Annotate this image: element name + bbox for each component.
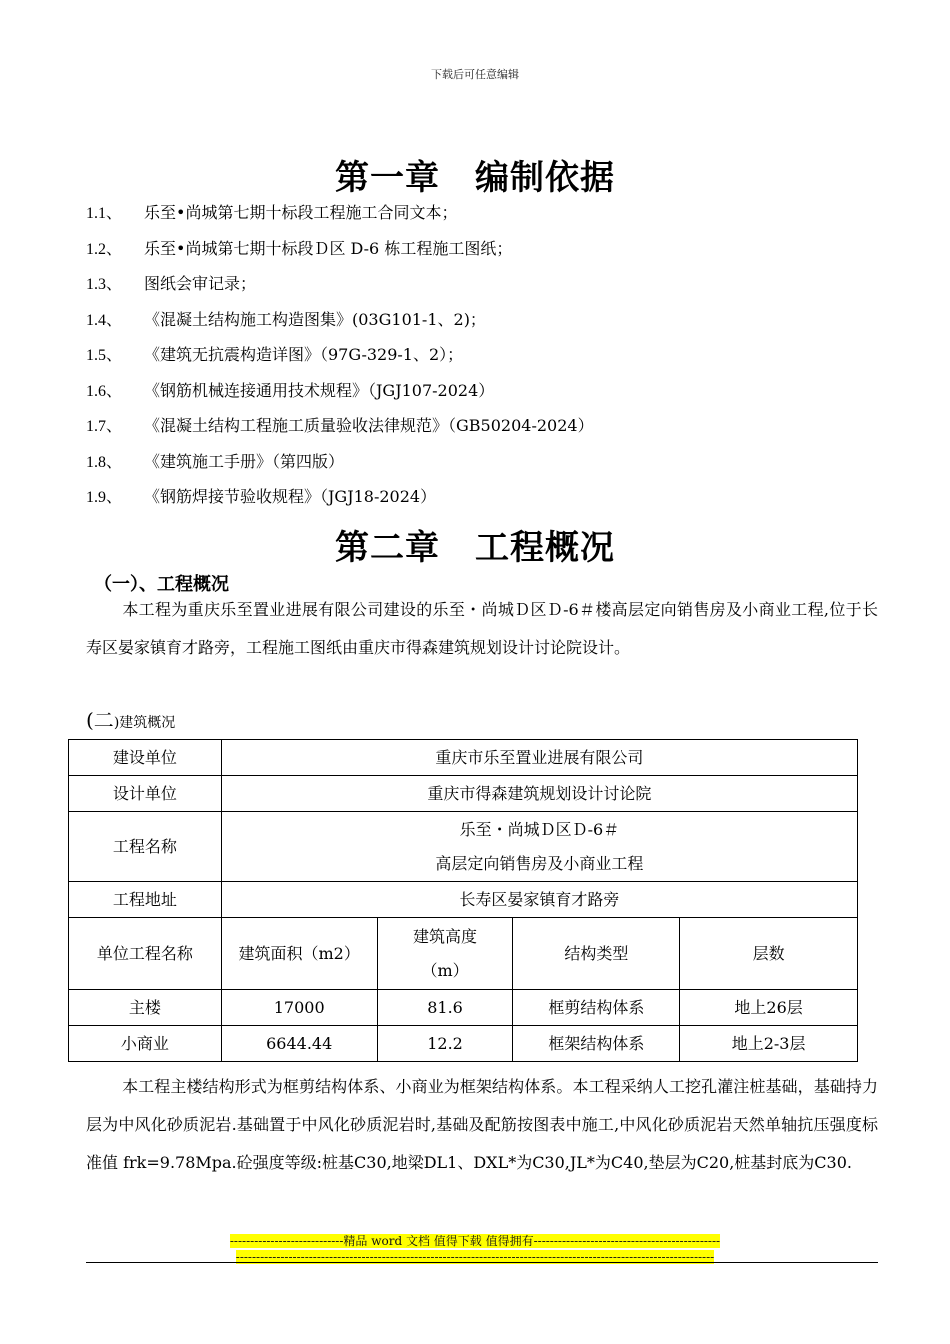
reference-list (86, 200, 886, 520)
area-cell: 6644.44 (221, 1026, 377, 1062)
address-value: 长寿区晏家镇育才路旁 (221, 882, 857, 918)
table-row (69, 740, 858, 776)
structure-cell: 框架结构体系 (513, 1026, 680, 1062)
reference-number: 1.7、 (86, 418, 123, 435)
reference-item (86, 307, 886, 343)
project-name-label: 工程名称 (69, 812, 222, 882)
area-cell: 17000 (221, 990, 377, 1026)
reference-number: 1.8、 (86, 453, 123, 471)
table-row (69, 882, 858, 918)
reference-text: 《钢筋机械连接通用技术规程》（JGJ107-2024） (144, 380, 495, 400)
table-row (69, 776, 858, 812)
column-header: 层数 (680, 918, 858, 990)
reference-item (86, 271, 886, 307)
reference-item (86, 449, 886, 485)
reference-number: 1.2、 (86, 240, 123, 258)
column-header: 结构类型 (513, 918, 680, 990)
table-row (69, 990, 858, 1026)
reference-text: 《混凝土结构工程施工质量验收法律规范》（GB50204-2024） (144, 416, 594, 435)
structure-paragraph (86, 1068, 878, 1182)
reference-number: 1.4、 (86, 311, 123, 329)
height-cell: 81.6 (377, 990, 513, 1026)
floors-cell: 地上2-3层 (680, 1026, 858, 1062)
reference-item (86, 378, 886, 414)
builder-value: 重庆市乐至置业进展有限公司 (221, 740, 857, 776)
reference-number: 1.3、 (86, 276, 123, 293)
section-2-heading-text: )建筑概况 (113, 715, 176, 731)
project-name-line-1: 乐至・尚城Ｄ区Ｄ-6＃ (459, 819, 620, 839)
structure-text: 本工程主楼结构形式为框剪结构体系、小商业为框架结构体系。本工程采纳人工挖孔灌注桩基础，基础持力层为中风化砂质泥岩.基础置于中风化砂质泥岩时,基础及配筋按图表中施工,中风化砂质泥岩天然单轴抗压强度标准值 frk=9.78Mpa.砼强度等级:桩基C30,地梁DL1、DXL*为C30,JL*为C40,垫层为C20,桩基封底为C30. (86, 1077, 878, 1172)
reference-text: 《钢筋焊接节验收规程》（JGJ18-2024） (144, 487, 437, 506)
table-row (69, 812, 858, 882)
footer-divider (86, 1262, 878, 1263)
table-row (69, 1026, 858, 1062)
column-header: 单位工程名称 (69, 918, 222, 990)
chapter-2-title: 第二章 工程概况 (335, 528, 615, 568)
reference-text: 乐至•尚城第七期十标段工程施工合同文本； (144, 203, 458, 222)
building-info-table (68, 739, 858, 1062)
reference-number: 1.6、 (86, 382, 123, 400)
column-header (377, 918, 513, 990)
column-header: 建筑面积（m2） (221, 918, 377, 990)
reference-text: 图纸会审记录； (144, 274, 257, 293)
designer-value: 重庆市得森建筑规划设计讨论院 (221, 776, 857, 812)
project-name-value (221, 812, 857, 882)
builder-label: 建设单位 (69, 740, 222, 776)
footer-dash-line: ---------------------------------------------------------------------------------------------------------------------- (235, 1250, 715, 1264)
project-overview-paragraph (86, 591, 878, 667)
reference-number: 1.9、 (86, 489, 123, 506)
project-overview-text: 本工程为重庆乐至置业进展有限公司建设的乐至・尚城Ｄ区Ｄ-6＃楼高层定向销售房及小商业工程,位于长寿区晏家镇育才路旁，工程施工图纸由重庆市得森建筑规划设计讨论院设计。 (86, 600, 878, 657)
reference-item (86, 342, 886, 378)
project-name-line-2: 高层定向销售房及小商业工程 (435, 853, 644, 873)
column-header-line: （m） (421, 960, 469, 980)
chapter-1-title: 第一章 编制依据 (335, 158, 615, 198)
table-header-row (69, 918, 858, 990)
height-cell: 12.2 (377, 1026, 513, 1062)
reference-item (86, 484, 886, 520)
unit-name-cell: 小商业 (69, 1026, 222, 1062)
reference-text: 《混凝土结构施工构造图集》(03G101-1、2)； (144, 309, 486, 329)
footer-banner-text: ----------------------------精品 word 文档 值得下载 值得拥有---------------------------------------------- (229, 1234, 721, 1248)
reference-item (86, 236, 886, 272)
reference-number: 1.1、 (86, 205, 123, 222)
address-label: 工程地址 (69, 882, 222, 918)
unit-name-cell: 主楼 (69, 990, 222, 1026)
structure-cell: 框剪结构体系 (513, 990, 680, 1026)
section-2-heading (86, 704, 175, 733)
column-header-line: 建筑高度 (413, 926, 478, 946)
header-note: 下载后可任意编辑 (431, 68, 519, 81)
reference-number: 1.5、 (86, 347, 123, 364)
section-2-heading-prefix: (二 (86, 708, 114, 732)
reference-text: 《建筑无抗震构造详图》（97G-329-1、2）； (144, 345, 464, 364)
designer-label: 设计单位 (69, 776, 222, 812)
floors-cell: 地上26层 (680, 990, 858, 1026)
reference-text: 乐至•尚城第七期十标段Ｄ区 D-6 栋工程施工图纸； (144, 238, 513, 258)
reference-item (86, 413, 886, 449)
section-1-heading: （一）、工程概况 (94, 574, 229, 595)
reference-text: 《建筑施工手册》（第四版） (144, 451, 345, 471)
reference-item (86, 200, 886, 236)
